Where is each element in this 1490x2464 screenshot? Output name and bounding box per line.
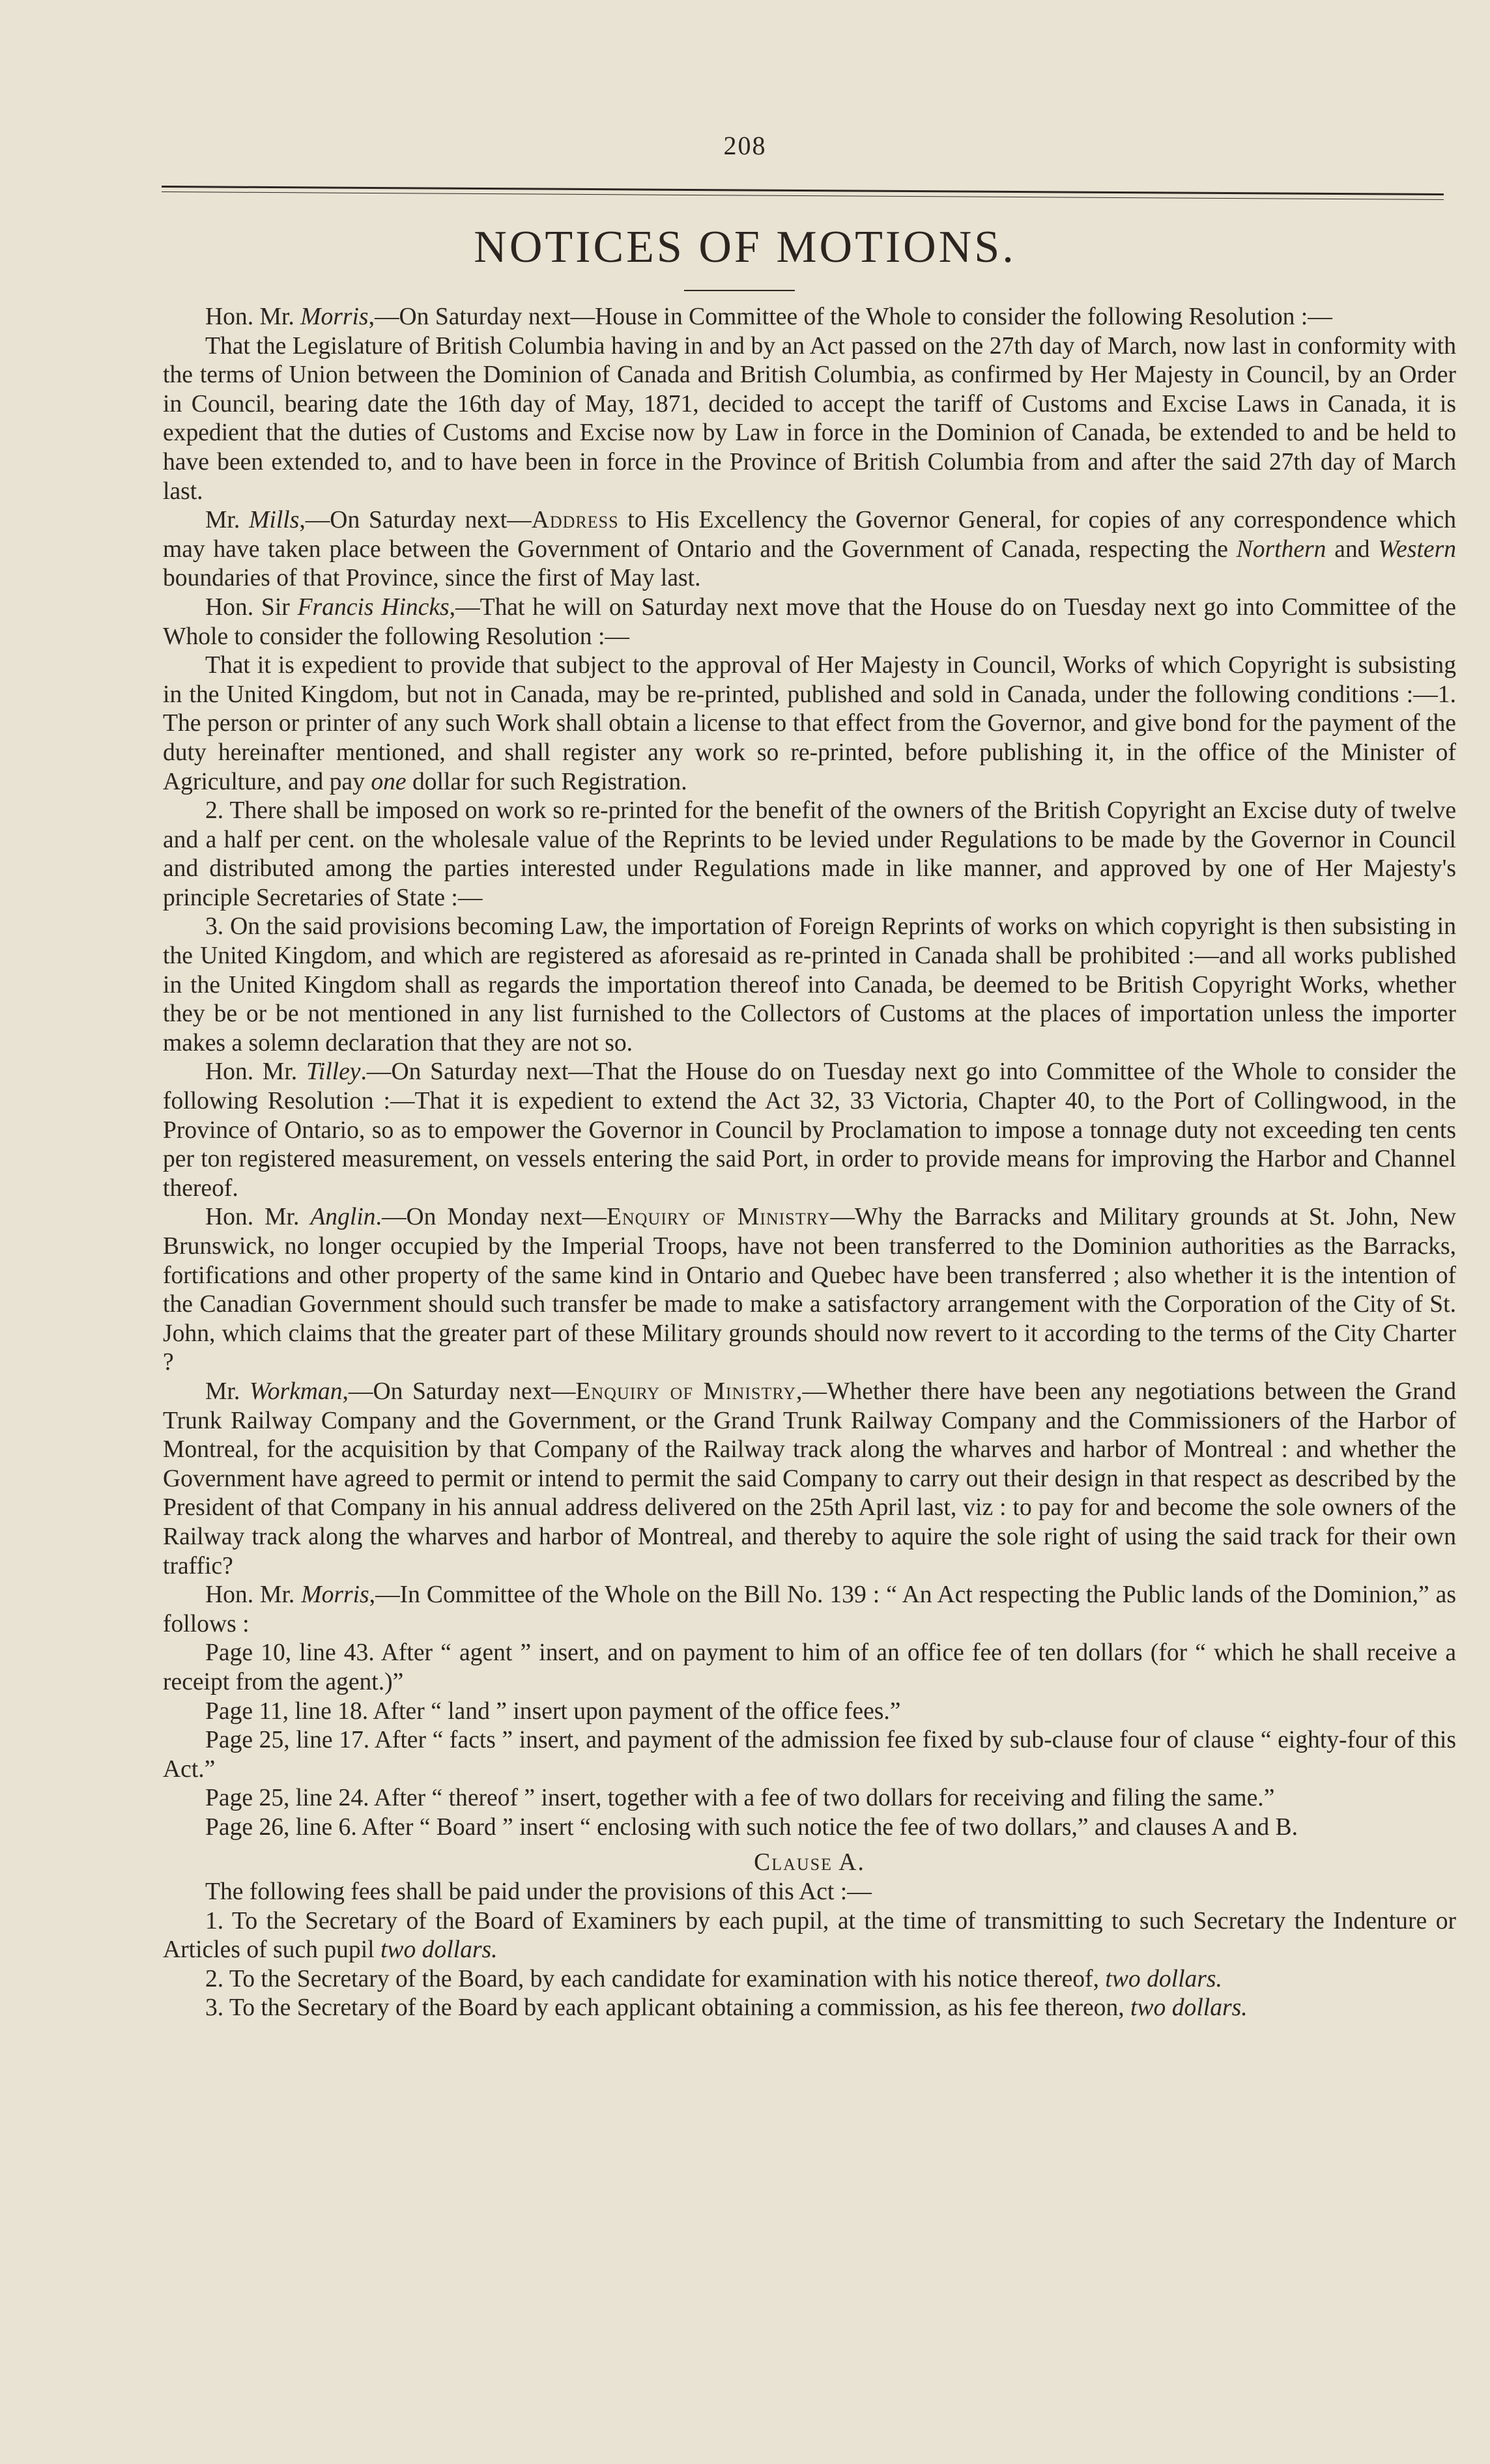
resolution-copyright-1 <box>163 651 1456 797</box>
text-run: Mr. <box>205 507 250 534</box>
text-run: Mr. <box>205 1378 250 1405</box>
text-run: Hon. Mr. <box>205 1581 302 1609</box>
notice-tilley-collingwood <box>163 1058 1456 1203</box>
amendment-page-11: Page 11, line 18. After “ land ” insert upon payment of the office fees.” <box>205 1697 901 1725</box>
amendment-page-10: Page 10, line 43. After “ agent ” insert, and on payment to him of an office fee of ten dollars (for “ which he shall receive a receipt from the agent.)” <box>163 1639 1456 1695</box>
notice-morris-public-lands <box>163 1581 1456 1639</box>
fee-item-2 <box>163 1965 1456 1994</box>
text-run: ,—Whether there have been any negotiations between the Grand Trunk Railway Company and the Government, or the Grand Trunk Railway Company and the Commissioners of the Harbor of Montreal, for the acquisition by that Company of the Railway track along the wharves and harbor of Montreal : and whether the Government have agreed to permit or intend to permit the said Company to carry out their design in that respect as described by the President of that Company in his annual address delivered on the 25th April last, viz : to pay for and become the sole owners of the Railway track along the wharves and harbor of Montreal, and thereby to aquire the sole right of using the said track for their own traffic? <box>163 1378 1456 1579</box>
notice-hincks-copyright <box>163 593 1456 651</box>
text-run: and <box>1326 535 1379 563</box>
member-name: Francis Hincks <box>297 593 450 621</box>
text-run: —Why the Barracks and Military grounds at St. John, New Brunswick, no longer occupied by the Imperial Troops, have not been transferred to the Dominion authorities as the Barracks, fortifications and other property of the same kind in Ontario and Quebec have been transferred ; also whether it is the intention of the Canadian Government should such transfer be made to make a satisfactory arrangement with the Corporation of the City of St. John, which claims that the greater part of these Military grounds should now revert to it according to the terms of the City Charter ? <box>163 1204 1456 1376</box>
text-run: Hon. Mr. <box>205 1058 306 1086</box>
motion-type: Enquiry of Ministry <box>575 1378 797 1405</box>
member-name: Tilley <box>306 1058 361 1086</box>
amendment-page-25-b: Page 25, line 24. After “ thereof ” insert, together with a fee of two dollars for receiving and filing the same.” <box>205 1785 1275 1812</box>
header-rule <box>162 186 1444 195</box>
text-run: ,—On Saturday next—House in Committee of the Whole to consider the following Resolution :— <box>368 304 1332 330</box>
motion-type: Address <box>531 507 619 534</box>
text-run: Hon. Sir <box>205 593 298 621</box>
member-name: Morris <box>300 304 369 330</box>
page-number: 208 <box>723 131 767 160</box>
motion-type: Enquiry of Ministry <box>606 1204 831 1231</box>
member-name: Anglin <box>310 1204 376 1231</box>
text-run: .—On Saturday next—That the House do on Tuesday next go into Committee of the Whole to consider the following Resolution :—That it is expedient to extend the Act 32, 33 Victoria, Chapter 40, to the Port of Collingwood, in the Province of Ontario, so as to empower the Governor in Council by Proclamation to impose a tonnage duty not exceeding ten cents per ton registered measurement, on vessels entering the said Port, in order to provide means for improving the Harbor and Channel thereof. <box>163 1058 1456 1202</box>
text-run: ,—In Committee of the Whole on the Bill No. 139 : “ An Act respecting the Public lands of the Dominion,” as follows : <box>163 1581 1456 1637</box>
text-run: ,—On Saturday next— <box>342 1378 576 1405</box>
amendment-page-26: Page 26, line 6. After “ Board ” insert “ enclosing with such notice the fee of two dollars,” and clauses A and B. <box>205 1813 1298 1841</box>
resolution-british-columbia: That the Legislature of British Columbia having in and by an Act passed on the 27th day of March, now last in conformity with the terms of Union between the Dominion of Canada and British Columbia, as confirmed by Her Majesty in Council, by an Order in Council, bearing date the 16th day of May, 1871, decided to accept the tariff of Customs and Excise Laws in Canada, it is expedient that the duties of Customs and Excise now by Law in force in the Dominion of Canada, be extended to and be held to have been extended to, and to have been in force in the Province of British Columbia from and after the said 27th day of March last. <box>163 332 1456 505</box>
text-run: to His Excellency the Governor General, for copies of any correspondence which may have taken place between the Government of Ontario and the Government of Canada, respecting the <box>163 507 1456 563</box>
notice-workman-grand-trunk <box>163 1378 1456 1581</box>
text-run-italic: Northern <box>1236 535 1326 563</box>
fee-item-1 <box>163 1907 1456 1965</box>
clause-a-intro: The following fees shall be paid under the provisions of this Act :— <box>205 1878 872 1906</box>
text-run: .—On Monday next— <box>375 1204 607 1231</box>
fee-amount: two dollars. <box>1130 1994 1248 2022</box>
text-run: That it is expedient to provide that subject to the approval of Her Majesty in Council, Works of which Copyright is subsisting in the United Kingdom, but not in Canada, may be re-printed, published and sold in Canada, under the following conditions :—1. The person or printer of any such Work shall obtain a license to that effect from the Governor, and give bond for the payment of the duty hereinafter mentioned, and shall register any work so re-printed, before publishing it, in the office of the Minister of Agriculture, and pay <box>163 652 1456 795</box>
notice-morris-resolution <box>163 303 1456 332</box>
text-run: 3. To the Secretary of the Board by each applicant obtaining a commission, as his fee thereon, <box>205 1994 1131 2022</box>
resolution-copyright-2: 2. There shall be imposed on work so re-printed for the benefit of the owners of the British Copyright an Excise duty of twelve and a half per cent. on the wholesale value of the Reprints to be levied under Regulations to be made by the Governor in Council and distributed among the parties interested under Regulations made in like manner, and approved by one of Her Majesty's principle Secretaries of State :— <box>163 797 1456 911</box>
amendment-page-25-a: Page 25, line 17. After “ facts ” insert, and payment of the admission fee fixed by sub-clause four of clause “ eighty-four of this Act.” <box>163 1727 1456 1783</box>
notices-body <box>163 303 1456 2023</box>
notice-anglin-barracks <box>163 1203 1456 1378</box>
text-run: ,—On Saturday next— <box>299 507 532 534</box>
text-run: Hon. Mr. <box>205 1204 311 1231</box>
member-name: Morris <box>301 1581 369 1609</box>
text-run: boundaries of that Province, since the first of May last. <box>163 565 701 592</box>
page-title: NOTICES OF MOTIONS. <box>474 222 1016 272</box>
fee-item-3 <box>163 1994 1456 2023</box>
text-run: Hon. Mr. <box>205 304 301 330</box>
text-run: 1. To the Secretary of the Board of Examiners by each pupil, at the time of transmitting to such Secretary the Indenture or Articles of such pupil <box>163 1907 1456 1964</box>
member-name: Mills <box>249 507 300 534</box>
text-run: 2. To the Secretary of the Board, by each candidate for examination with his notice thereof, <box>205 1965 1106 1992</box>
clause-a-heading: Clause A. <box>754 1849 865 1876</box>
title-underline <box>684 290 795 291</box>
fee-amount: two dollars. <box>1105 1965 1222 1992</box>
text-run: dollar for such Registration. <box>406 768 687 795</box>
resolution-copyright-3: 3. On the said provisions becoming Law, the importation of Foreign Reprints of works on which copyright is then subsisting in the United Kingdom, and which are registered as aforesaid as re-printed in Canada shall be prohibited :—and all works published in the United Kingdom shall as regards the importation thereof into Canada, be deemed to be British Copyright Works, whether they be or be not mentioned in any list furnished to the Collectors of Customs at the places of importation unless the importer makes a solemn declaration that they are not so. <box>163 913 1456 1056</box>
text-run: ,—That he will on Saturday next move that the House do on Tuesday next go into Committee of the Whole to consider the following Resolution :— <box>163 593 1456 650</box>
member-name: Workman <box>249 1378 343 1405</box>
text-run-italic: one <box>371 768 407 795</box>
notice-mills-address <box>163 506 1456 593</box>
text-run-italic: Western <box>1378 535 1457 563</box>
fee-amount: two dollars. <box>380 1936 498 1964</box>
